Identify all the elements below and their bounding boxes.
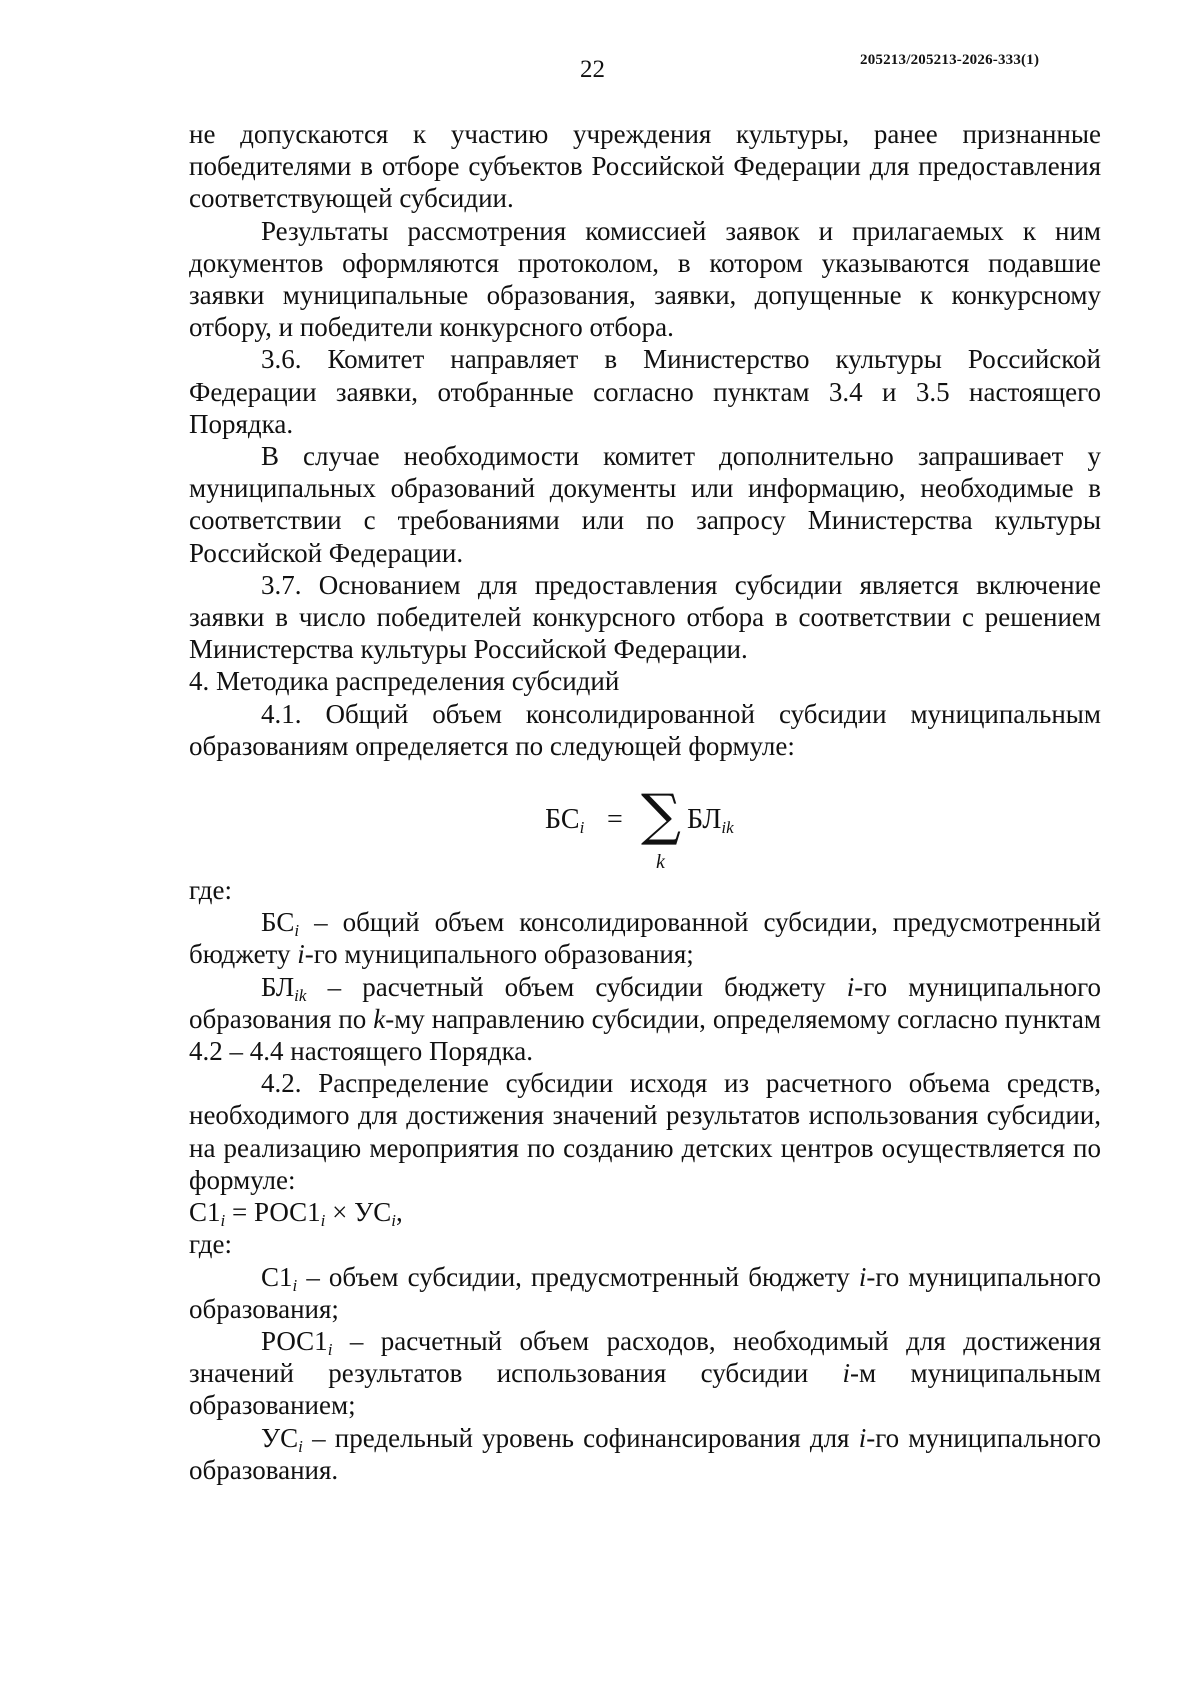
page-number: 22 bbox=[580, 56, 605, 83]
def-text: -му направлению субсидии, определяемому согласно пунктам 4.2 – 4.4 настоящего Порядка. bbox=[189, 1003, 1102, 1067]
def-index: i bbox=[292, 1275, 298, 1295]
def-symbol: УС bbox=[261, 1422, 299, 1453]
def-symbol: С1 bbox=[261, 1261, 293, 1292]
paragraph-continuation: не допускаются к участию учреждения культуры, ранее признанные победителями в отборе субъектов Российской Федерации для предоставления соответствующей субсидии. bbox=[189, 119, 1101, 214]
formula-roc1-symbol: РОС1 bbox=[253, 1197, 321, 1228]
def-text: – предельный уровень софинансирования для bbox=[302, 1422, 859, 1453]
paragraph-3-6: 3.6. Комитет направляет в Министерство культуры Российской Федерации заявки, отобранные согласно пунктам 3.4 и 3.5 настоящего Порядка. bbox=[189, 344, 1101, 439]
def-text: – общий объем консолидированной субсидии, предусмотренный бюджету bbox=[189, 907, 1101, 970]
def-text: -го муниципального образования по bbox=[189, 971, 1101, 1034]
formula-bl bbox=[687, 804, 734, 836]
formula-bl-index: ik bbox=[721, 818, 734, 838]
where-label: где: bbox=[189, 875, 232, 906]
definition-roc1 bbox=[189, 1325, 1101, 1422]
paragraph-3-7: 3.7. Основанием для предоставления субсидии является включение заявки в число победителей конкурсного отбора в соответствии с решением Министерства культуры Российской Федерации. bbox=[189, 569, 1101, 665]
paragraph-results: Результаты рассмотрения комиссией заявок и прилагаемых к ним документов оформляются протоколом, в котором указываются подавшие заявки муниципальные образования, заявки, допущенные к конкурсному отбору, и победители конкурсного отбора. bbox=[189, 215, 1101, 343]
def-text: -го муниципального образования; bbox=[304, 939, 694, 970]
paragraph-4-2: 4.2. Распределение субсидии исходя из расчетного объема средств, необходимого для достижения значений результатов использования субсидии, на реализацию мероприятия по созданию детских центров осуществляется по формуле: bbox=[189, 1068, 1101, 1195]
definition-us bbox=[189, 1422, 1101, 1486]
def-index: i bbox=[327, 1339, 333, 1359]
def-text: -го муниципального образования; bbox=[189, 1261, 1101, 1324]
document-number: 205213/205213-2026-333(1) bbox=[860, 52, 1040, 68]
formula-c1 bbox=[189, 1196, 1101, 1231]
sigma-index: k bbox=[656, 851, 665, 874]
section-heading: 4. Методика распределения субсидий bbox=[189, 666, 620, 697]
formula-bs-index: i bbox=[579, 818, 585, 838]
formula-roc1-index: i bbox=[320, 1211, 326, 1231]
formula-total-subsidy bbox=[189, 780, 1101, 874]
formula-equals: = bbox=[225, 1197, 254, 1228]
paragraph-request: В случае необходимости комитет дополнительно запрашивает у муниципальных образований документы или информацию, необходимые в соответствии с требованиями или по запросу Министерства культуры Российской Федерации. bbox=[189, 441, 1101, 568]
sigma-icon: ∑ bbox=[641, 783, 681, 849]
def-text: – объем субсидии, предусмотренный бюджету bbox=[297, 1261, 859, 1292]
def-variable: i bbox=[846, 971, 855, 1002]
formula-bs-symbol: БС bbox=[545, 804, 580, 836]
def-text: – расчетный объем субсидии бюджету bbox=[306, 971, 847, 1002]
def-symbol: БС bbox=[261, 907, 295, 938]
formula-comma: , bbox=[396, 1197, 403, 1228]
definition-c1 bbox=[189, 1261, 1101, 1325]
def-index: i bbox=[298, 1436, 303, 1456]
def-variable: k bbox=[373, 1003, 386, 1034]
def-symbol: РОС1 bbox=[261, 1325, 328, 1356]
def-variable: i bbox=[858, 1261, 867, 1292]
def-text: -м муниципальным образованием; bbox=[189, 1358, 1101, 1421]
def-index: ik bbox=[294, 985, 307, 1005]
def-variable: i bbox=[842, 1358, 851, 1389]
formula-bs bbox=[545, 804, 584, 836]
def-index: i bbox=[294, 921, 300, 941]
def-variable: i bbox=[297, 939, 305, 970]
definition-bl bbox=[189, 971, 1101, 1068]
def-symbol: БЛ bbox=[261, 971, 295, 1002]
formula-us-symbol: УС bbox=[354, 1197, 392, 1228]
formula-times: × bbox=[325, 1197, 355, 1228]
def-text: – расчетный объем расходов, необходимый для достижения значений результатов использования субсидии bbox=[189, 1325, 1101, 1389]
document-body bbox=[189, 118, 1101, 1486]
definition-bs bbox=[189, 906, 1101, 970]
formula-equals: = bbox=[607, 804, 623, 836]
paragraph-4-1: 4.1. Общий объем консолидированной субсидии муниципальным образованиям определяется по следующей формуле: bbox=[189, 698, 1101, 761]
formula-bl-symbol: БЛ bbox=[687, 804, 722, 836]
formula-us-index: i bbox=[391, 1211, 396, 1231]
def-variable: i bbox=[858, 1422, 867, 1453]
formula-c1-symbol: С1 bbox=[189, 1197, 221, 1228]
def-text: -го муниципального образования. bbox=[189, 1422, 1102, 1485]
where-label: где: bbox=[189, 1229, 232, 1260]
formula-c1-index: i bbox=[220, 1211, 226, 1231]
